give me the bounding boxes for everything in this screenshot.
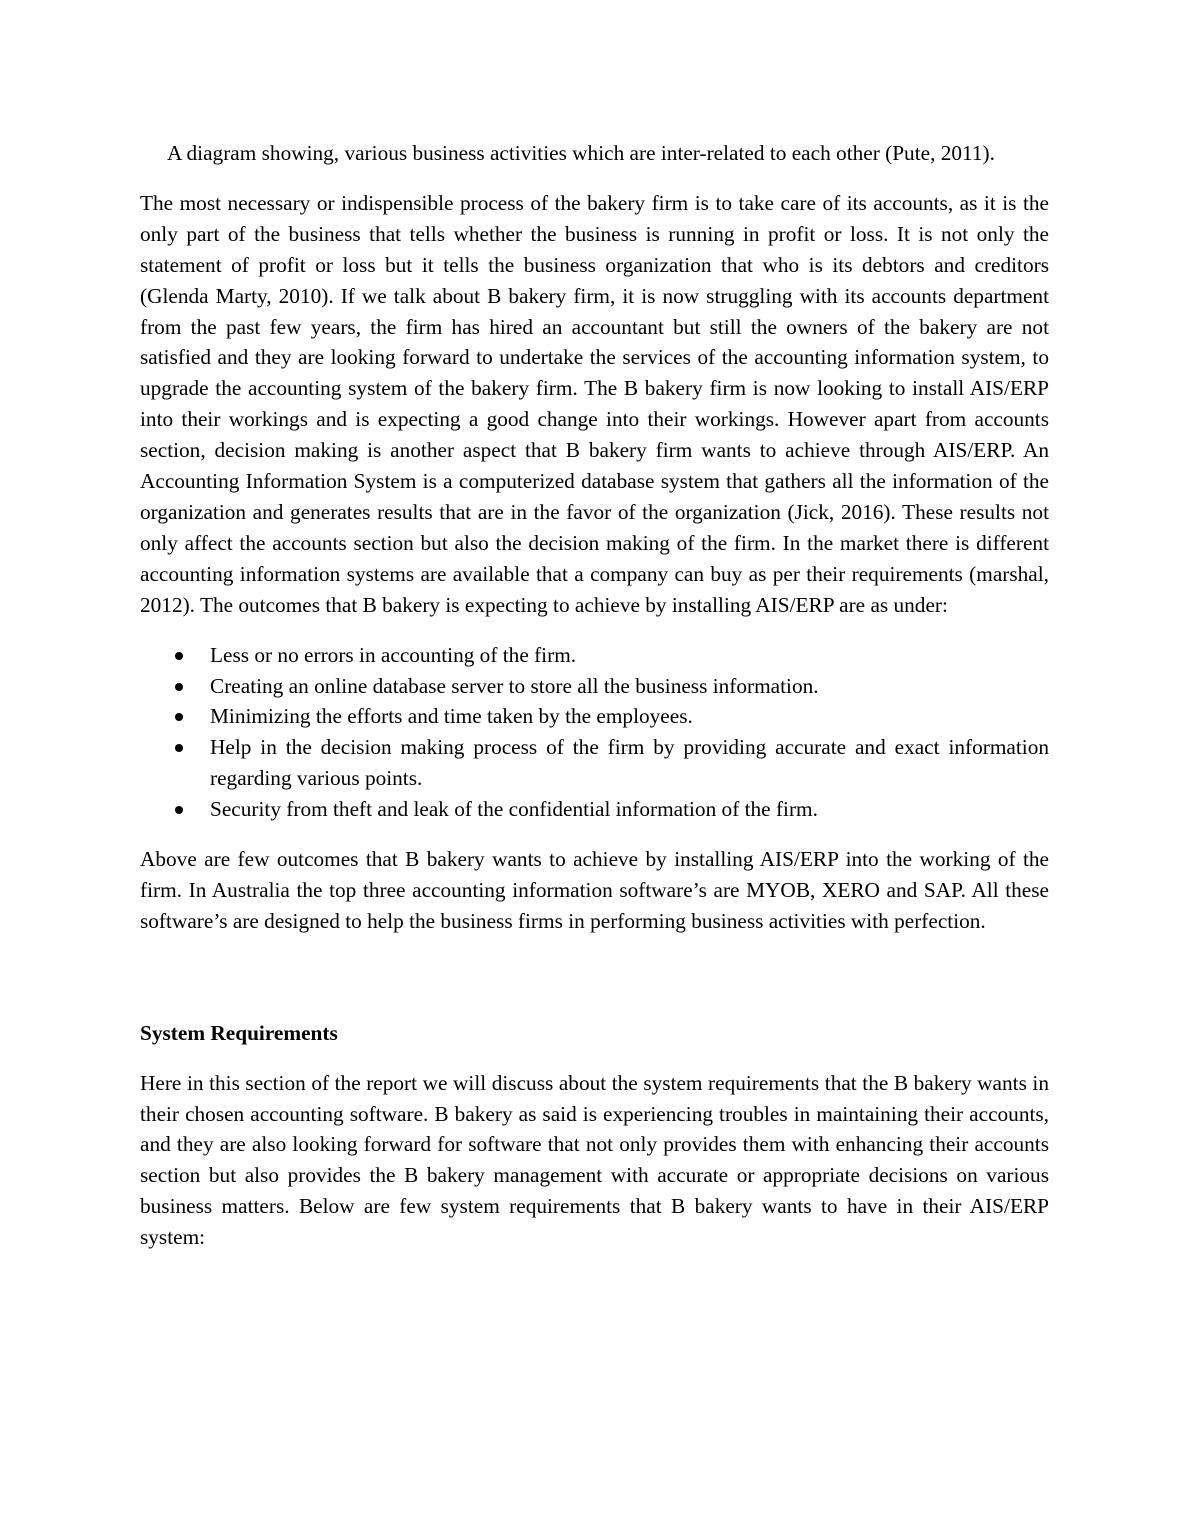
bullet-icon (175, 806, 183, 814)
list-item-text: Less or no errors in accounting of the firm. (210, 642, 577, 667)
bullet-icon (175, 652, 183, 660)
bullet-icon (175, 744, 183, 752)
list-item-text: Security from theft and leak of the confidential information of the firm. (210, 797, 818, 822)
list-item (140, 794, 1049, 825)
intro-paragraph: The most necessary or indispensible process of the bakery firm is to take care of its accounts, as it is the only part of the business that tells whether the business is running in profit or loss. It is not only the statement of profit or loss but it tells the business organization that who is its debtors and creditors (Glenda Marty, 2010). If we talk about B bakery firm, it is now struggling with its accounts department from the past few years, the firm has hired an accountant but still the owners of the bakery are not satisfied and they are looking forward to undertake the services of the accounting information system, to upgrade the accounting system of the bakery firm. The B bakery firm is now looking to install AIS/ERP into their workings and is expecting a good change into their workings. However apart from accounts section, decision making is another aspect that B bakery firm wants to achieve through AIS/ERP. An Accounting Information System is a computerized database system that gathers all the information of the organization and generates results that are in the favor of the organization (Jick, 2016). These results not only affect the accounts section but also the decision making of the firm. In the market there is different accounting information systems are available that a company can buy as per their requirements (marshal, 2012). The outcomes that B bakery is expecting to achieve by installing AIS/ERP are as under: (140, 190, 1049, 617)
section-heading: System Requirements (140, 1020, 338, 1045)
document-page (140, 138, 1049, 1253)
outcomes-list (140, 640, 1049, 825)
list-item (140, 701, 1049, 732)
bullet-icon (175, 683, 183, 691)
list-item-text: Creating an online database server to store all the business information. (210, 673, 819, 698)
bullet-icon (175, 713, 183, 721)
requirements-paragraph: Here in this section of the report we will discuss about the system requirements that the B bakery wants in their chosen accounting software. B bakery as said is experiencing troubles in maintaining their accounts, and they are also looking forward for software that not only provides them with enhancing their accounts section but also provides the B bakery management with accurate or appropriate decisions on various business matters. Below are few system requirements that B bakery wants to have in their AIS/ERP system: (140, 1070, 1049, 1250)
list-item-text: Help in the decision making process of the firm by providing accurate and exact information regarding various points. (210, 735, 1049, 791)
list-item-text: Minimizing the efforts and time taken by the employees. (210, 704, 693, 729)
figure-caption: A diagram showing, various business activities which are inter-related to each other (Pute, 2011). (167, 141, 995, 165)
list-item (140, 732, 1049, 794)
outcomes-summary-paragraph: Above are few outcomes that B bakery wants to achieve by installing AIS/ERP into the working of the firm. In Australia the top three accounting information software’s are MYOB, XERO and SAP. All these software’s are designed to help the business firms in performing business activities with perfection. (140, 847, 1049, 933)
list-item (140, 671, 1049, 702)
list-item (140, 640, 1049, 671)
